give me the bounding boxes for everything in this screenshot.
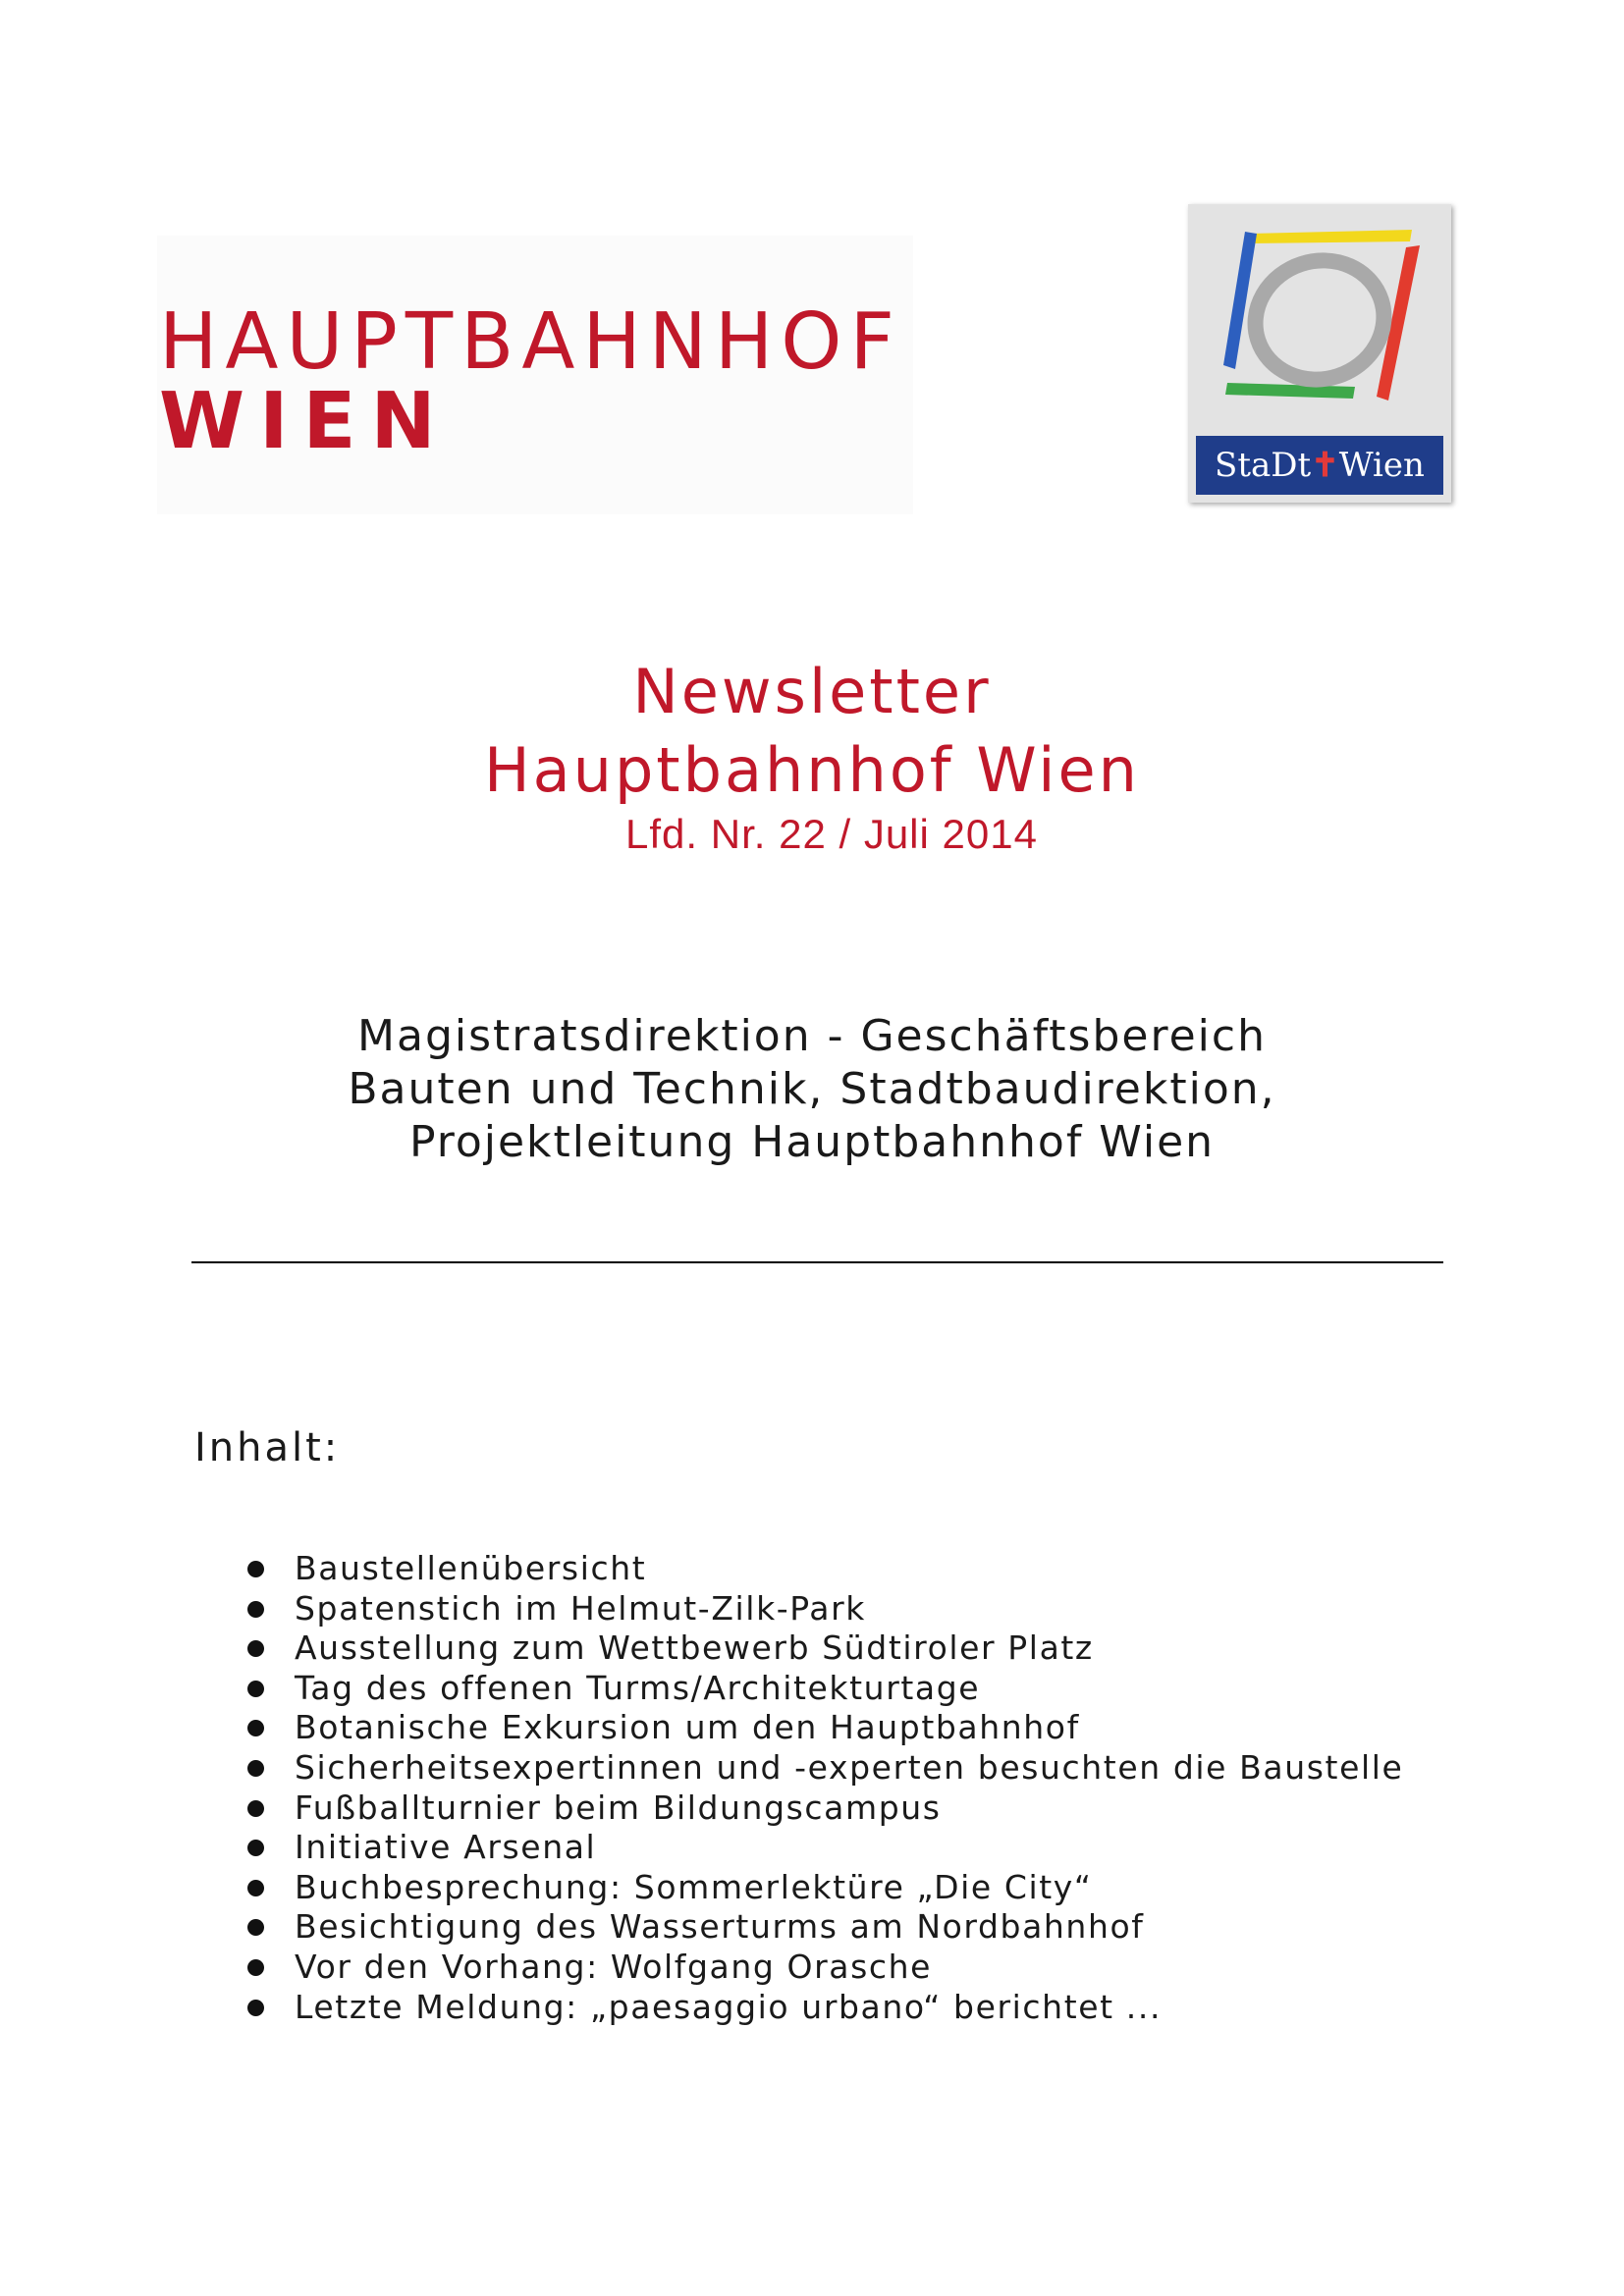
bullet-icon [247, 1880, 264, 1896]
bullet-icon [247, 1959, 264, 1976]
toc-item [245, 1789, 1403, 1829]
toc-item [245, 1948, 1403, 1988]
department-line-3: Projektleitung Hauptbahnhof Wien [408, 1117, 1216, 1167]
toc-item-text: Spatenstich im Helmut-Zilk-Park [295, 1588, 866, 1628]
stadt-wien-logo [1188, 204, 1451, 503]
toc-item [245, 1907, 1403, 1948]
toc-item-text: Fußballturnier beim Bildungscampus [295, 1788, 942, 1827]
bullet-icon [247, 1840, 264, 1856]
toc-item [245, 1549, 1403, 1589]
toc-item-text: Initiative Arsenal [295, 1828, 597, 1867]
bullet-icon [247, 1720, 264, 1736]
toc-item-text: Botanische Exkursion um den Hauptbahnhof [295, 1708, 1080, 1747]
bullet-icon [247, 1800, 264, 1817]
toc-item [245, 1669, 1403, 1709]
stadt-wien-wordmark: StaDt✝Wien [1196, 436, 1443, 495]
bullet-icon [247, 1760, 264, 1777]
bullet-icon [247, 1681, 264, 1697]
toc-item-text: Sicherheitsexpertinnen und -experten besuchten die Baustelle [295, 1747, 1404, 1787]
toc-item [245, 1629, 1403, 1669]
toc-item [245, 1868, 1403, 1908]
bullet-icon [247, 1561, 264, 1577]
logo-line-wien: WIEN [159, 376, 451, 466]
toc-item [245, 1589, 1403, 1629]
horizontal-divider [191, 1261, 1443, 1263]
department-line-2: Bauten und Technik, Stadtbaudirektion, [348, 1064, 1276, 1114]
bullet-icon [247, 1601, 264, 1618]
table-of-contents [245, 1549, 1403, 2027]
contents-heading: Inhalt: [194, 1425, 341, 1470]
toc-item-text: Buchbesprechung: Sommerlektüre „Die City“ [295, 1867, 1093, 1906]
newsletter-subtitle: Hauptbahnhof Wien [484, 734, 1140, 806]
toc-item [245, 1988, 1403, 2028]
bullet-icon [247, 1640, 264, 1657]
department-line-1: Magistratsdirektion - Geschäftsbereich [357, 1011, 1267, 1061]
bullet-icon [247, 1919, 264, 1936]
logo-line-hauptbahnhof: HAUPTBAHNHOF [159, 296, 902, 387]
toc-item-text: Baustellenübersicht [295, 1549, 647, 1587]
toc-item-text: Letzte Meldung: „paesaggio urbano“ berichtet ... [295, 1987, 1163, 2026]
issue-number: Lfd. Nr. 22 / Juli 2014 [625, 811, 1038, 857]
hauptbahnhof-wien-logo [157, 236, 913, 514]
newsletter-title: Newsletter [632, 656, 992, 727]
toc-item-text: Ausstellung zum Wettbewerb Südtiroler Platz [295, 1629, 1094, 1668]
toc-item [245, 1708, 1403, 1748]
toc-item-text: Besichtigung des Wasserturms am Nordbahnhof [295, 1907, 1145, 1947]
toc-item [245, 1748, 1403, 1789]
bullet-icon [247, 2000, 264, 2016]
toc-item-text: Tag des offenen Turms/Architekturtage [295, 1668, 981, 1707]
toc-item-text: Vor den Vorhang: Wolfgang Orasche [295, 1947, 933, 1986]
toc-item [245, 1828, 1403, 1868]
